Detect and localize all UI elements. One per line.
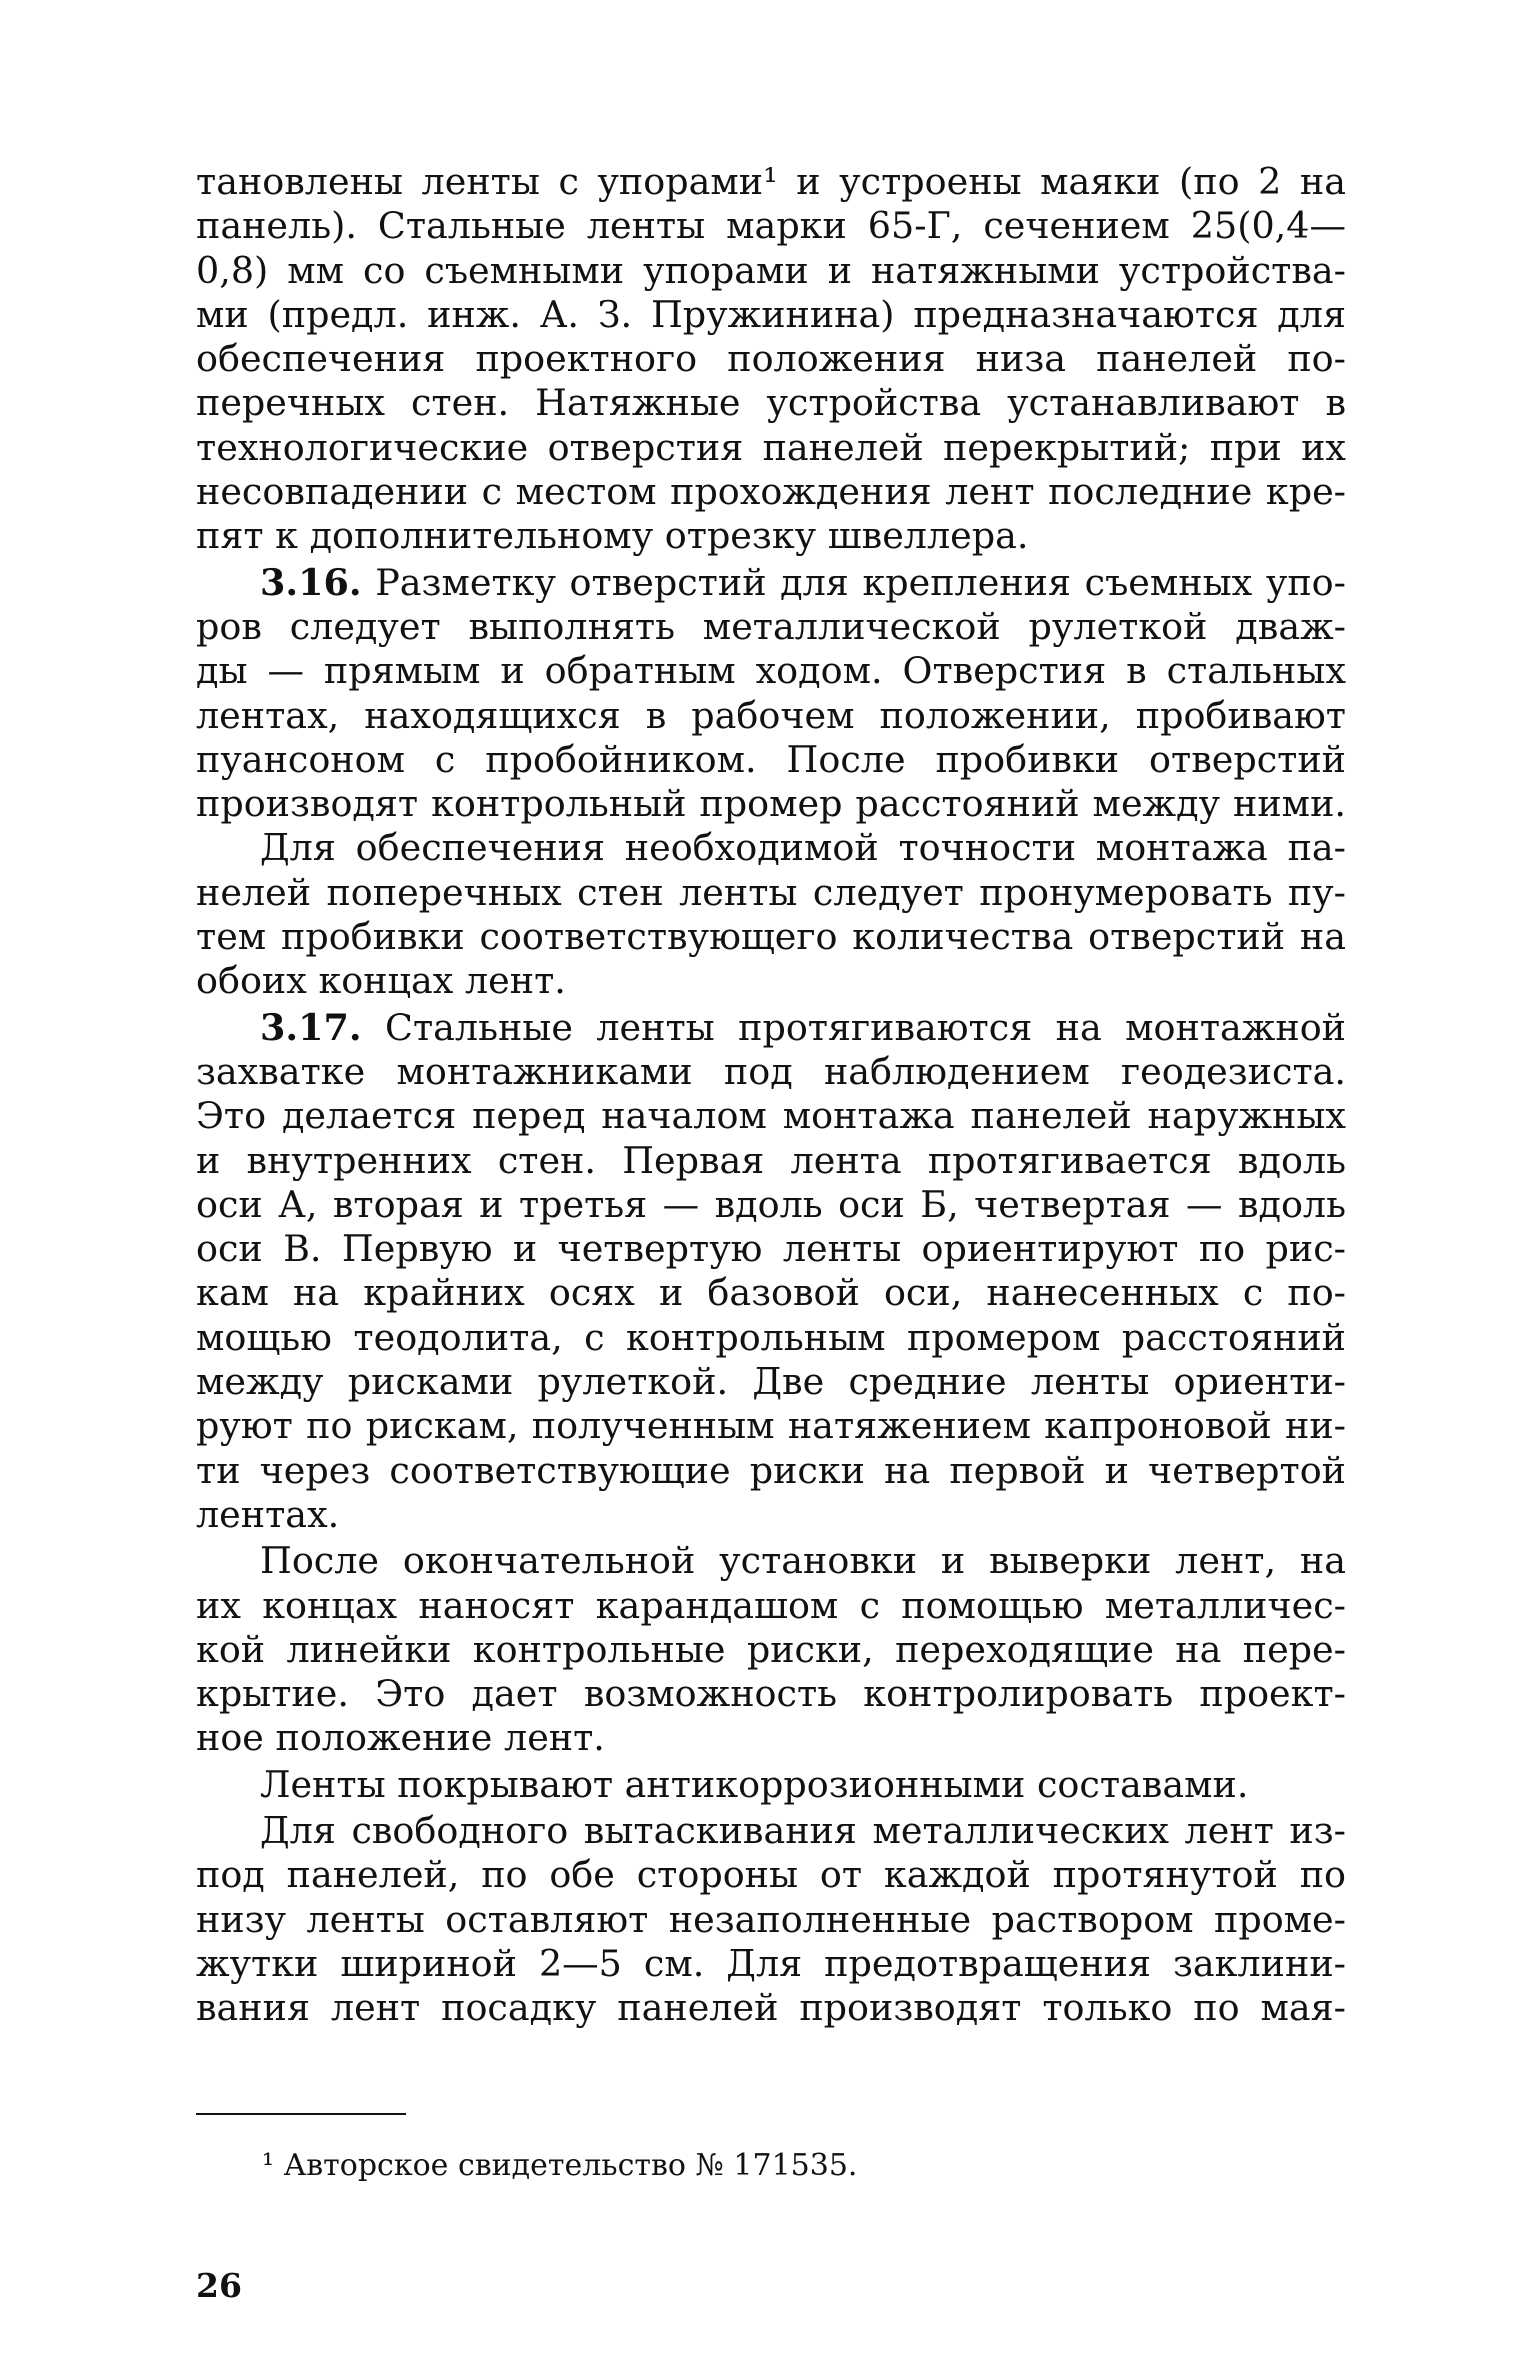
page-number: 26	[196, 2266, 242, 2305]
text-line: оси А, вторая и третья — вдоль оси Б, четвертая — вдоль	[196, 1182, 1346, 1226]
paragraph	[196, 826, 1346, 1003]
body-text	[196, 160, 1346, 2030]
text-line: лентах.	[196, 1492, 340, 1536]
text-line: нелей поперечных стен ленты следует пронумеровать пу-	[196, 870, 1346, 914]
text-line: несовпадении с местом прохождения лент последние кре-	[196, 470, 1346, 514]
text-line: Это делается перед началом монтажа панелей наружных	[196, 1094, 1346, 1138]
paragraph-continuation	[196, 160, 1346, 559]
text-line: вания лент посадку панелей производят только по мая-	[196, 1986, 1346, 2030]
text-line: руют по рискам, полученным натяжением капроновой ни-	[196, 1404, 1346, 1448]
text-line: ров следует выполнять металлической рулеткой дваж-	[196, 604, 1346, 648]
text-line: захватке монтажниками под наблюдением геодезиста.	[196, 1049, 1346, 1093]
text-line: перечных стен. Натяжные устройства устанавливают в	[196, 381, 1346, 425]
paragraph	[196, 1539, 1346, 1760]
text-line: ти через соответствующие риски на первой и четвертой	[196, 1448, 1346, 1492]
text-line: После окончательной установки и выверки лент, на	[260, 1539, 1346, 1583]
text-line: и внутренних стен. Первая лента протягивается вдоль	[196, 1138, 1346, 1182]
text-line: Для обеспечения необходимой точности монтажа па-	[260, 826, 1346, 870]
text-line: их концах наносят карандашом с помощью металличес-	[196, 1583, 1346, 1627]
section-first-line: Разметку отверстий для крепления съемных упо-	[375, 560, 1346, 604]
paragraph	[196, 1763, 1346, 1807]
paragraph	[196, 1809, 1346, 2030]
text-line	[196, 561, 1346, 605]
text-line: под панелей, по обе стороны от каждой протянутой по	[196, 1853, 1346, 1897]
text-line: крытие. Это дает возможность контролировать проект-	[196, 1672, 1346, 1716]
text-line: обеспечения проектного положения низа панелей по-	[196, 337, 1346, 381]
text-line: Для свободного вытаскивания металлических лент из-	[260, 1808, 1346, 1852]
text-line: мощью теодолита, с контрольным промером расстояний	[196, 1315, 1346, 1359]
text-line: жутки шириной 2—5 см. Для предотвращения заклини-	[196, 1941, 1346, 1985]
footnote-separator	[196, 2113, 406, 2115]
text-line: 0,8) мм со съемными упорами и натяжными устройства-	[196, 248, 1346, 292]
text-line: пуансоном с пробойником. После пробивки отверстий	[196, 737, 1346, 781]
text-line: ды — прямым и обратным ходом. Отверстия в стальных	[196, 649, 1346, 693]
section-3-17	[196, 1006, 1346, 1538]
section-number: 3.17.	[260, 1005, 362, 1049]
text-line: обоих концах лент.	[196, 959, 566, 1003]
text-line: тановлены ленты с упорами¹ и устроены маяки (по 2 на	[196, 160, 1346, 203]
text-line: лентах, находящихся в рабочем положении, пробивают	[196, 693, 1346, 737]
text-line: кам на крайних осях и базовой оси, нанесенных с по-	[196, 1271, 1346, 1315]
text-line: кой линейки контрольные риски, переходящие на пере-	[196, 1627, 1346, 1671]
text-line	[196, 1006, 1346, 1050]
text-line: ное положение лент.	[196, 1716, 605, 1760]
text-line: пят к дополнительному отрезку швеллера.	[196, 514, 1029, 558]
text-line: панель). Стальные ленты марки 65-Г, сечением 25(0,4—	[196, 204, 1346, 248]
text-line: производят контрольный промер расстояний между ними.	[196, 782, 1346, 826]
text-line: оси В. Первую и четвертую ленты ориентируют по рис-	[196, 1227, 1346, 1271]
section-number: 3.16.	[260, 560, 362, 604]
section-first-line: Стальные ленты протягиваются на монтажной	[385, 1005, 1346, 1049]
section-3-16	[196, 561, 1346, 827]
text-line: тем пробивки соответствующего количества отверстий на	[196, 915, 1346, 959]
text-line: Ленты покрывают антикоррозионными составами.	[260, 1762, 1249, 1806]
text-line: технологические отверстия панелей перекрытий; при их	[196, 425, 1346, 469]
footnote: ¹ Авторское свидетельство № 171535.	[262, 2148, 858, 2183]
text-line: ми (предл. инж. А. З. Пружинина) предназначаются для	[196, 292, 1346, 336]
text-line: низу ленты оставляют незаполненные раствором проме-	[196, 1897, 1346, 1941]
text-line: между рисками рулеткой. Две средние ленты ориенти-	[196, 1360, 1346, 1404]
